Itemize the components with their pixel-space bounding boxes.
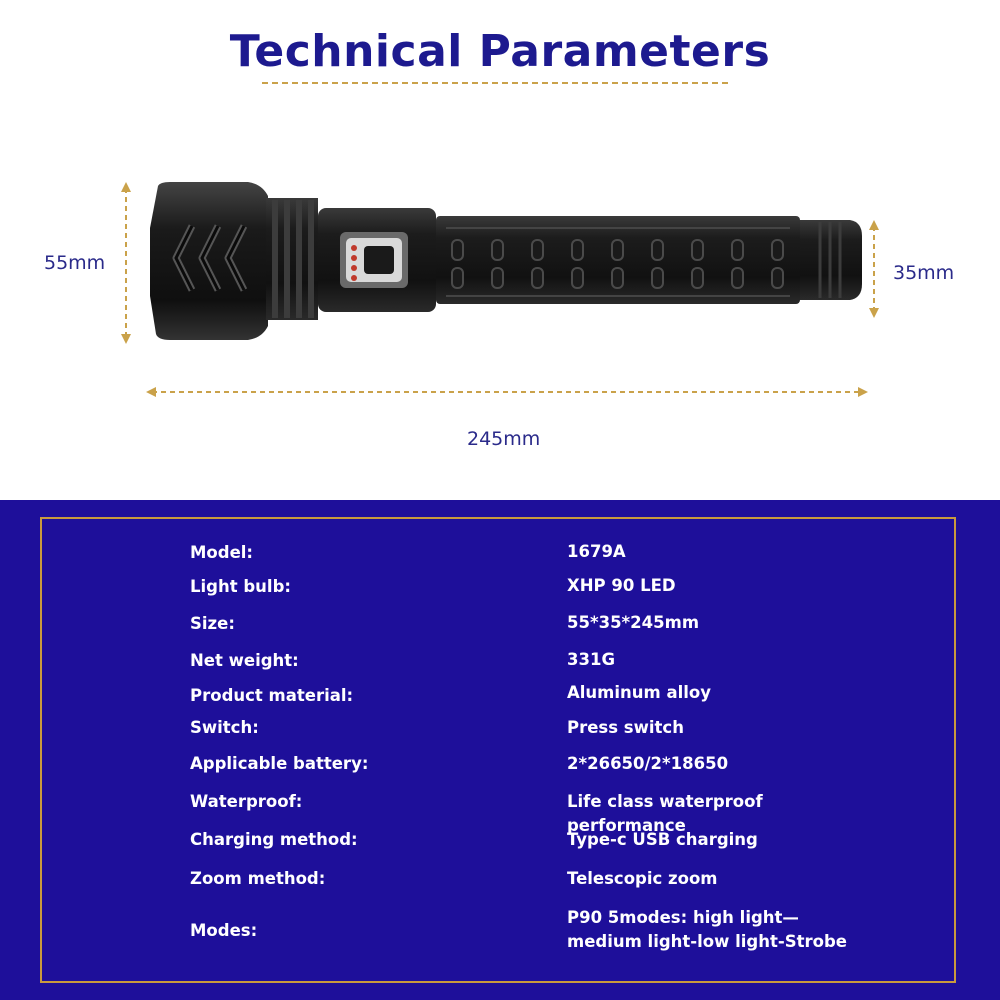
length-label: 245mm [467, 428, 541, 450]
spec-label-battery: Applicable battery: [190, 754, 369, 773]
spec-label-light-bulb: Light bulb: [190, 577, 291, 596]
flashlight-head [150, 182, 268, 340]
height-label: 55mm [44, 252, 106, 274]
spec-label-switch: Switch: [190, 718, 259, 737]
spec-label-waterproof: Waterproof: [190, 792, 303, 811]
tail-diameter-label: 35mm [893, 262, 955, 284]
spec-value-model: 1679A [567, 542, 626, 561]
spec-value-switch: Press switch [567, 718, 684, 737]
spec-value-size: 55*35*245mm [567, 613, 700, 632]
spec-label-material: Product material: [190, 686, 354, 705]
spec-label-modes: Modes: [190, 921, 258, 940]
spec-value-material: Aluminum alloy [567, 683, 711, 702]
spec-value-light-bulb: XHP 90 LED [567, 576, 676, 595]
spec-label-model: Model: [190, 543, 254, 562]
spec-value-modes: P90 5modes: high light—medium light-low light-Strobe [567, 908, 847, 951]
spec-value-battery: 2*26650/2*18650 [567, 754, 729, 773]
length-dimension-arrow [146, 387, 868, 397]
neck-rings [266, 198, 318, 320]
spec-value-zoom: Telescopic zoom [567, 869, 718, 888]
spec-value-net-weight: 331G [567, 650, 615, 669]
flashlight-image [0, 0, 1000, 470]
page-title: Technical Parameters [229, 26, 771, 77]
spec-label-charging: Charging method: [190, 830, 358, 849]
spec-value-waterproof: Life class waterproof performance [567, 792, 763, 835]
spec-label-zoom: Zoom method: [190, 869, 326, 888]
tail-dimension-arrow [869, 220, 879, 318]
spec-label-size: Size: [190, 614, 235, 633]
power-switch[interactable] [340, 232, 408, 288]
height-dimension-arrow [121, 182, 131, 344]
spec-panel [0, 500, 1000, 1000]
spec-label-net-weight: Net weight: [190, 651, 299, 670]
spec-value-charging: Type-c USB charging [567, 830, 758, 849]
